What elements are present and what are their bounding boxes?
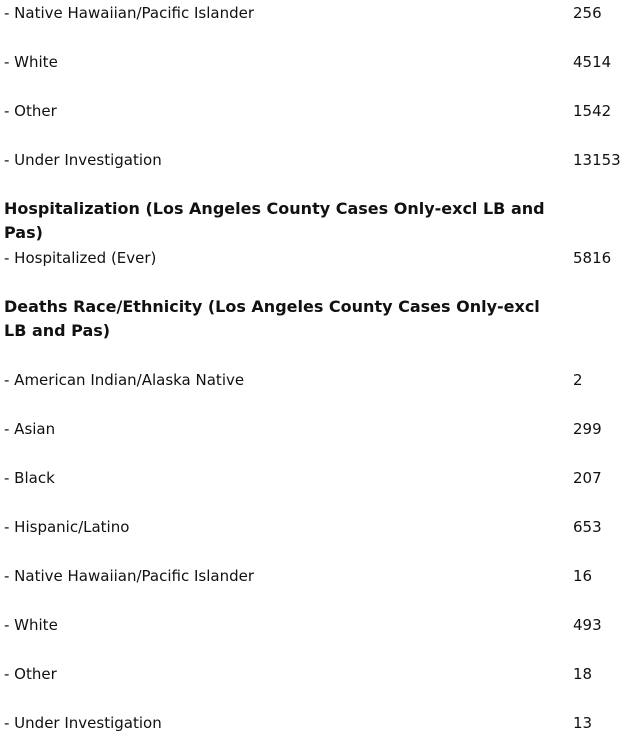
row-value: 1542 <box>573 102 612 120</box>
list-item <box>0 1 622 25</box>
list-item <box>0 246 622 270</box>
row-label: - White <box>4 616 58 634</box>
row-value: 207 <box>573 469 602 487</box>
row-value: 2 <box>573 371 583 389</box>
row-value: 18 <box>573 665 593 683</box>
list-item <box>0 515 622 539</box>
row-label: - Native Hawaiian/Pacific Islander <box>4 567 254 585</box>
row-label: - Under Investigation <box>4 151 162 169</box>
row-label: - Native Hawaiian/Pacific Islander <box>4 4 254 22</box>
row-label: - White <box>4 53 58 71</box>
list-item <box>0 711 622 735</box>
list-item <box>0 417 622 441</box>
row-value: 299 <box>573 420 602 438</box>
list-item <box>0 148 622 172</box>
row-label: - Asian <box>4 420 56 438</box>
deaths-heading: Deaths Race/Ethnicity (Los Angeles County Cases Only-excl LB and Pas) <box>4 297 540 340</box>
list-item <box>0 99 622 123</box>
row-label: - American Indian/Alaska Native <box>4 371 245 389</box>
list-item <box>0 613 622 637</box>
row-value: 5816 <box>573 249 612 267</box>
row-value: 4514 <box>573 53 612 71</box>
row-value: 256 <box>573 4 602 22</box>
row-value: 653 <box>573 518 602 536</box>
row-value: 13153 <box>573 151 621 169</box>
row-label: - Under Investigation <box>4 714 162 732</box>
row-label: - Black <box>4 469 55 487</box>
row-label: - Hospitalized (Ever) <box>4 249 157 267</box>
row-label: - Other <box>4 665 57 683</box>
list-item <box>0 50 622 74</box>
list-item <box>0 466 622 490</box>
list-item <box>0 564 622 588</box>
list-item <box>0 368 622 392</box>
row-value: 493 <box>573 616 602 634</box>
row-label: - Hispanic/Latino <box>4 518 130 536</box>
row-value: 16 <box>573 567 593 585</box>
hospitalization-heading: Hospitalization (Los Angeles County Cases Only-excl LB and Pas) <box>4 199 545 242</box>
list-item <box>0 662 622 686</box>
row-value: 13 <box>573 714 593 732</box>
row-label: - Other <box>4 102 57 120</box>
